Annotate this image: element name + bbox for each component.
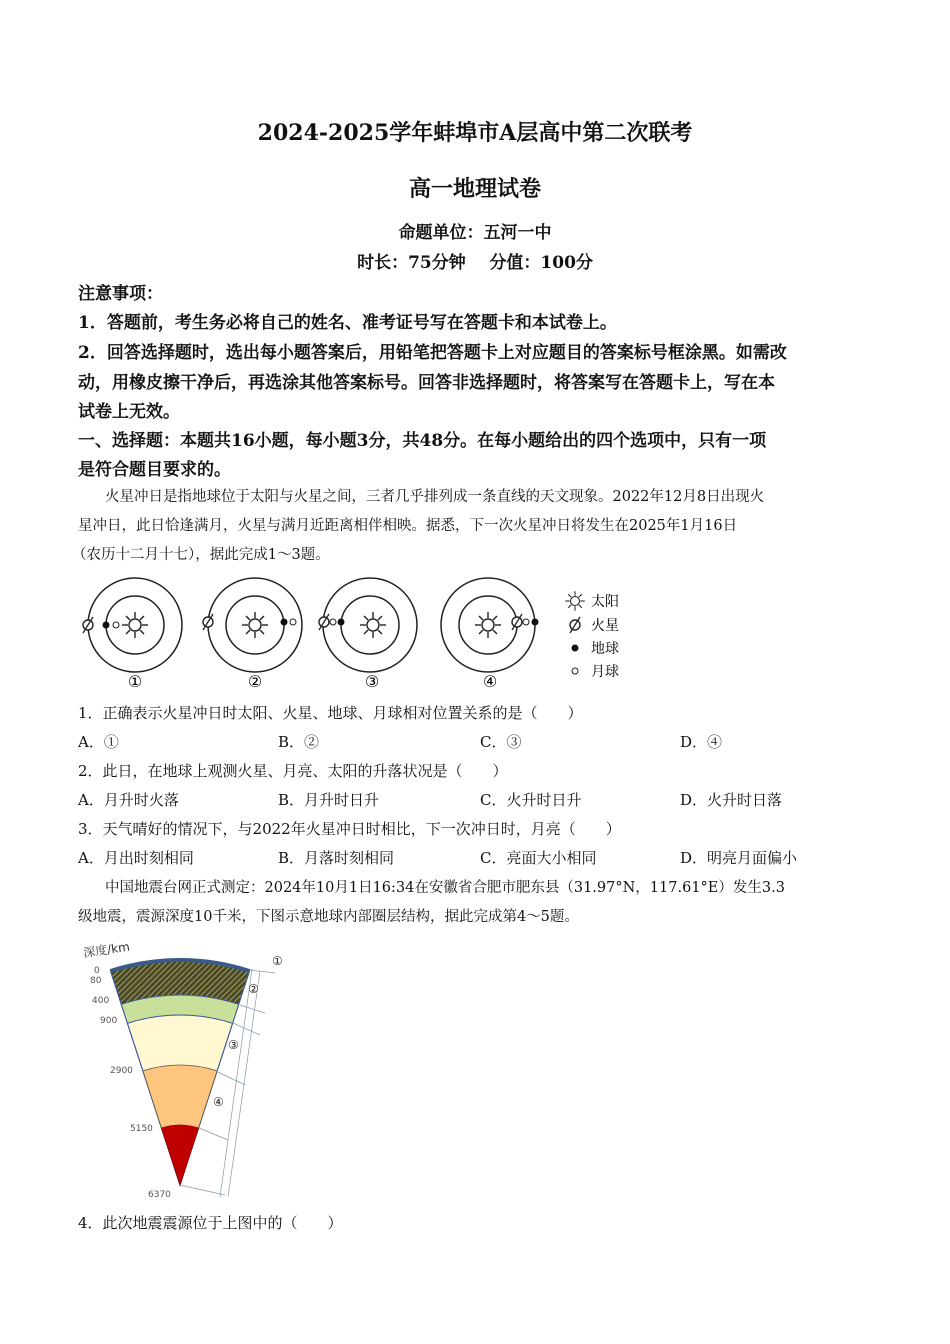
passage-line: 级地震，震源深度10千米，下图示意地球内部圈层结构，据此完成第4～5题。 — [78, 909, 579, 925]
legend — [565, 591, 619, 680]
earth-icon — [572, 645, 579, 652]
q3-option-c[interactable]: C．亮面大小相同 — [480, 849, 597, 867]
question-3-stem: 3．天气晴好的情况下，与2022年火星冲日时相比，下一次冲日时，月亮（ ） — [78, 820, 621, 838]
passage-line: 星冲日，此日恰逢满月，火星与满月近距离相伴相映。据悉，下一次火星冲日将发生在2025年1月16日 — [78, 518, 738, 534]
depth-tick: 80 — [90, 976, 102, 986]
depth-tick: 6370 — [148, 1190, 171, 1200]
depth-tick: 5150 — [130, 1124, 153, 1134]
depth-axis-label: 深度/km — [82, 939, 131, 960]
legend-moon: 月球 — [591, 664, 619, 680]
diagram-label: ④ — [482, 672, 498, 691]
orbit-diagram-2 — [203, 578, 302, 672]
depth-tick: 400 — [92, 996, 110, 1006]
note-line: 2．回答选择题时，选出每小题答案后，用铅笔把答题卡上对应题目的答案标号框涂黑。如需改 — [78, 343, 787, 363]
q1-option-b[interactable]: B．② — [278, 733, 320, 751]
note-line: 试卷上无效。 — [78, 402, 180, 422]
note-line: 动，用橡皮擦干净后，再选涂其他答案标号。回答非选择题时，将答案写在答题卡上，写在本 — [78, 373, 775, 393]
q3-option-b[interactable]: B．月落时刻相同 — [278, 849, 395, 867]
mars-icon — [570, 617, 580, 633]
legend-sun: 太阳 — [591, 594, 619, 610]
earth-interior-figure — [80, 935, 310, 1205]
question-2-stem: 2．此日，在地球上观测火星、月亮、太阳的升落状况是（ ） — [78, 762, 508, 780]
sun-icon — [565, 591, 585, 611]
exam-unit: 命题单位：五河一中 — [398, 223, 552, 243]
orbit-diagram-1 — [83, 578, 182, 672]
q1-option-d[interactable]: D．④ — [680, 733, 723, 751]
legend-mars: 火星 — [591, 618, 619, 634]
passage-line: 中国地震台网正式测定：2024年10月1日16:34在安徽省合肥市肥东县（31.97°N，117.61°E）发生3.3 — [105, 880, 785, 896]
notes-heading: 注意事项： — [78, 284, 163, 304]
diagram-label: ② — [247, 672, 263, 691]
q3-option-a[interactable]: A．月出时刻相同 — [78, 849, 194, 867]
q2-option-a[interactable]: A．月升时火落 — [78, 791, 179, 809]
legend-earth: 地球 — [591, 641, 619, 657]
depth-tick: 900 — [100, 1016, 118, 1026]
moon-icon — [572, 668, 578, 674]
diagram-label: ③ — [364, 672, 380, 691]
mars-opposition-figure — [70, 575, 650, 695]
q3-option-d[interactable]: D．明亮月面偏小 — [680, 849, 798, 867]
q2-option-d[interactable]: D．火升时日落 — [680, 791, 783, 809]
layer-label: ③ — [228, 1038, 239, 1052]
layer-label: ② — [248, 982, 259, 996]
exam-subtitle: 高一地理试卷 — [408, 176, 541, 202]
passage-line: 火星冲日是指地球位于太阳与火星之间，三者几乎排列成一条直线的天文现象。2022年12月8日出现火 — [105, 489, 765, 505]
exam-title: 2024-2025学年蚌埠市A层高中第二次联考 — [257, 120, 693, 146]
q2-option-b[interactable]: B．月升时日升 — [278, 791, 380, 809]
orbit-diagram-3 — [319, 578, 417, 672]
orbit-diagram-4 — [441, 578, 539, 672]
q2-option-c[interactable]: C．火升时日升 — [480, 791, 582, 809]
q1-option-c[interactable]: C．③ — [480, 733, 522, 751]
depth-tick: 2900 — [110, 1066, 133, 1076]
passage-line: （农历十二月十七），据此完成1～3题。 — [72, 547, 330, 563]
depth-tick: 0 — [94, 966, 100, 976]
exam-duration-score: 时长：75分钟 分值：100分 — [357, 253, 593, 273]
section-heading: 一、选择题：本题共16小题，每小题3分，共48分。在每小题给出的四个选项中，只有一项 — [78, 431, 767, 451]
diagram-label: ① — [127, 672, 143, 691]
section-heading: 是符合题目要求的。 — [78, 460, 231, 480]
question-4-stem: 4．此次地震震源位于上图中的（ ） — [78, 1214, 343, 1232]
layer-label: ① — [272, 954, 283, 968]
question-1-stem: 1．正确表示火星冲日时太阳、火星、地球、月球相对位置关系的是（ ） — [78, 704, 583, 722]
q1-option-a[interactable]: A．① — [78, 733, 119, 751]
note-line: 1．答题前，考生务必将自己的姓名、准考证号写在答题卡和本试卷上。 — [78, 313, 617, 333]
layer-label: ④ — [213, 1095, 224, 1109]
layer-inner-core — [162, 1125, 199, 1185]
